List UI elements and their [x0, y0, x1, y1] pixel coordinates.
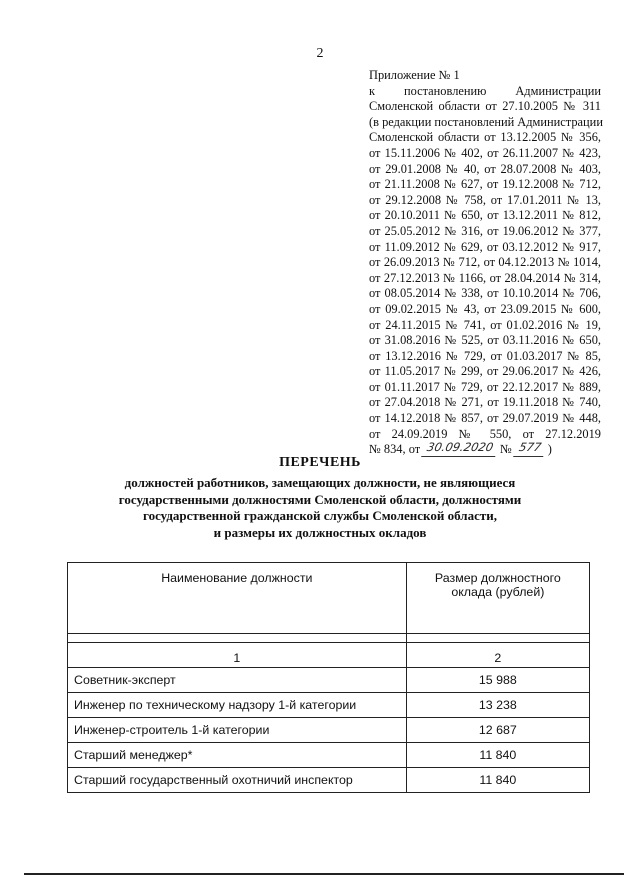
column-number: 1 [68, 643, 407, 668]
table-header-row [68, 563, 590, 634]
header-salary [406, 563, 589, 634]
closing-paren: ) [547, 442, 552, 457]
appendix-line: от 08.05.2014 № 338, от 10.10.2014 № 706, [369, 286, 601, 301]
handwritten-date: 30.09.2020 [421, 440, 498, 457]
appendix-line: Смоленской области от 13.12.2005 № 356, [369, 130, 601, 145]
page-number: 2 [316, 46, 324, 61]
appendix-last-prefix: № 834, от [369, 442, 421, 457]
appendix-line: Приложение № 1 [369, 68, 460, 82]
header-position-name: Наименование должности [68, 563, 407, 634]
position-name-cell: Старший государственный охотничий инспектор [68, 768, 407, 793]
column-number-row [68, 643, 590, 668]
appendix-line: от 09.02.2015 № 43, от 23.09.2015 № 600, [369, 301, 601, 316]
appendix-line: от 29.12.2008 № 758, от 17.01.2011 № 13, [369, 192, 601, 207]
appendix-line: от 27.12.2013 № 1166, от 28.04.2014 № 314, [369, 270, 601, 285]
salary-cell: 12 687 [406, 718, 589, 743]
table-row [68, 743, 590, 768]
appendix-line: от 14.12.2018 № 857, от 29.07.2019 № 448, [369, 411, 601, 426]
header-salary-line: Размер должностного [434, 571, 561, 585]
table-spacer-row [68, 634, 590, 643]
subtitle-line: должностей работников, замещающих должности, не являющиеся [124, 475, 516, 490]
appendix-line: от 24.09.2019 № 550, от 27.12.2019 [369, 426, 601, 441]
appendix-line: (в редакции постановлений Администрации [369, 114, 603, 129]
appendix-line: от 11.05.2017 № 299, от 29.06.2017 № 426, [369, 364, 601, 379]
salary-cell: 11 840 [406, 743, 589, 768]
bottom-divider [24, 873, 624, 875]
appendix-line: Смоленской области от 27.10.2005 № 311 [369, 99, 601, 114]
appendix-line: от 24.11.2015 № 741, от 01.02.2016 № 19, [369, 317, 601, 332]
document-title: ПЕРЕЧЕНЬ [279, 455, 361, 470]
position-name-cell: Советник-эксперт [68, 668, 407, 693]
subtitle-line: государственной гражданской службы Смоленской области, [143, 508, 497, 523]
position-name-cell: Старший менеджер* [68, 743, 407, 768]
subtitle-line: государственными должностями Смоленской области, должностями [118, 491, 522, 507]
table-row [68, 768, 590, 793]
subtitle-line: и размеры их должностных окладов [213, 524, 427, 540]
appendix-line: к постановлению Администрации [369, 83, 601, 98]
table-row [68, 668, 590, 693]
number-sign: № [500, 442, 512, 457]
salary-cell: 13 238 [406, 693, 589, 718]
appendix-line: от 29.01.2008 № 40, от 28.07.2008 № 403, [369, 161, 601, 176]
salary-cell: 11 840 [406, 768, 589, 793]
document-subtitle [60, 475, 580, 541]
appendix-line: от 01.11.2017 № 729, от 22.12.2017 № 889, [369, 379, 601, 394]
appendix-line: от 25.05.2012 № 316, от 19.06.2012 № 377, [369, 223, 601, 238]
header-salary-line: оклада (рублей) [451, 585, 545, 599]
appendix-line: от 13.12.2016 № 729, от 01.03.2017 № 85, [369, 348, 601, 363]
position-name-cell: Инженер-строитель 1-й категории [68, 718, 407, 743]
appendix-line: от 21.11.2008 № 627, от 19.12.2008 № 712, [369, 177, 601, 192]
column-number: 2 [406, 643, 589, 668]
appendix-line: от 27.04.2018 № 271, от 19.11.2018 № 740, [369, 395, 601, 410]
table-row [68, 693, 590, 718]
positions-table [67, 562, 590, 793]
appendix-line: от 15.11.2006 № 402, от 26.11.2007 № 423, [369, 145, 601, 160]
appendix-line: от 26.09.2013 № 712, от 04.12.2013 № 1014, [369, 255, 601, 270]
appendix-line: от 31.08.2016 № 525, от 03.11.2016 № 650, [369, 333, 601, 348]
appendix-line: от 11.09.2012 № 629, от 03.12.2012 № 917, [369, 239, 601, 254]
appendix-line: от 20.10.2011 № 650, от 13.12.2011 № 812, [369, 208, 601, 223]
salary-cell: 15 988 [406, 668, 589, 693]
handwritten-number: 577 [513, 440, 546, 457]
position-name-cell: Инженер по техническому надзору 1-й категории [68, 693, 407, 718]
appendix-block [369, 68, 601, 459]
table-row [68, 718, 590, 743]
